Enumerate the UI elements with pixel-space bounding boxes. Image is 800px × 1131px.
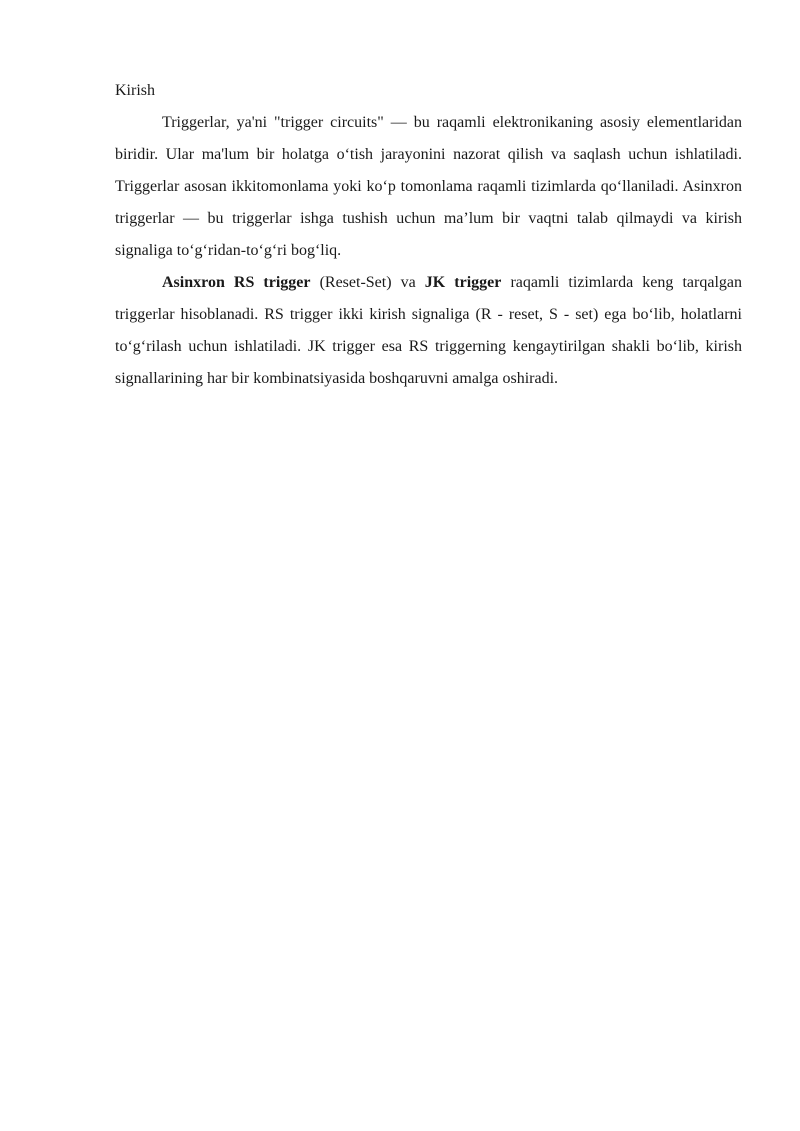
jk-trigger-term: JK trigger	[424, 274, 502, 291]
trigger-types-paragraph	[115, 267, 742, 395]
intro-paragraph: Triggerlar, ya'ni "trigger circuits" — bu raqamli elektronikaning asosiy elementlaridan biridir. Ular ma'lum bir holatga o‘tish jarayonini nazorat qilish va saqlash uchun ishlatiladi. Triggerlar asosan ikkitomonlama yoki ko‘p tomonlama raqamli tizimlarda qo‘llaniladi. Asinxron triggerlar — bu triggerlar ishga tushish uchun ma’lum bir vaqtni talab qilmaydi va kirish signaliga to‘g‘ridan-to‘g‘ri bog‘liq.	[115, 114, 742, 259]
paragraph-text-segment: raqamli tizimlarda keng tarqalgan triggerlar hisoblanadi. RS trigger ikki kirish signaliga (R - reset, S - set) ega bo‘lib, holatlarni to‘g‘rilash uchun ishlatiladi. JK trigger esa RS triggerning kengaytirilgan shakli bo‘lib, kirish signallarining har bir kombinatsiyasida boshqaruvni amalga oshiradi.	[115, 274, 742, 387]
paragraph-text-segment: (Reset-Set) va	[310, 274, 425, 291]
section-heading: Kirish	[115, 82, 155, 99]
text-body	[115, 75, 742, 395]
rs-trigger-term: Asinxron RS trigger	[162, 274, 311, 291]
